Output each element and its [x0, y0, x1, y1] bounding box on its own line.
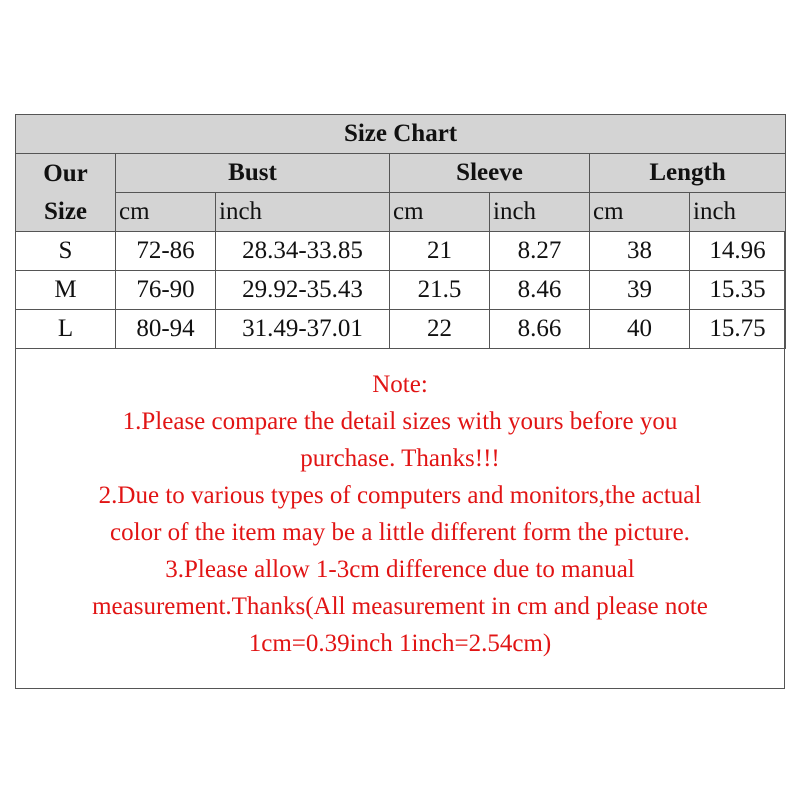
note-block — [16, 366, 784, 662]
length-inch-cell: 15.35 — [690, 271, 786, 310]
length-cm-cell: 39 — [590, 271, 690, 310]
length-inch-header: inch — [690, 193, 786, 232]
note-heading: Note: — [372, 371, 428, 398]
table-row — [16, 271, 786, 310]
sleeve-cm-cell: 21.5 — [390, 271, 490, 310]
bust-cm-header: cm — [116, 193, 216, 232]
bust-group-header: Bust — [116, 154, 390, 193]
bust-inch-cell: 29.92-35.43 — [216, 271, 390, 310]
bust-inch-cell: 31.49-37.01 — [216, 310, 390, 349]
length-cm-cell: 40 — [590, 310, 690, 349]
note-line: 2.Due to various types of computers and monitors,the actual — [98, 482, 702, 509]
size-cell: M — [16, 271, 116, 310]
note-line: purchase. Thanks!!! — [300, 445, 500, 472]
bust-inch-cell: 28.34-33.85 — [216, 232, 390, 271]
table-row — [16, 310, 786, 349]
length-inch-cell: 15.75 — [690, 310, 786, 349]
sleeve-inch-cell: 8.46 — [490, 271, 590, 310]
sleeve-inch-cell: 8.27 — [490, 232, 590, 271]
bust-inch-header: inch — [216, 193, 390, 232]
sleeve-inch-header: inch — [490, 193, 590, 232]
note-line: 1.Please compare the detail sizes with yours before you — [122, 408, 678, 435]
size-column-header — [16, 154, 116, 232]
size-cell: L — [16, 310, 116, 349]
sleeve-inch-cell: 8.66 — [490, 310, 590, 349]
table-row — [16, 232, 786, 271]
length-group-header: Length — [590, 154, 786, 193]
bust-cm-cell: 72-86 — [116, 232, 216, 271]
size-chart-title: Size Chart — [16, 115, 786, 154]
note-line: measurement.Thanks(All measurement in cm and please note — [92, 593, 708, 620]
note-line: 3.Please allow 1-3cm difference due to manual — [165, 556, 635, 583]
length-inch-cell: 14.96 — [690, 232, 786, 271]
sleeve-cm-header: cm — [390, 193, 490, 232]
sleeve-group-header: Sleeve — [390, 154, 590, 193]
bust-cm-cell: 80-94 — [116, 310, 216, 349]
bust-cm-cell: 76-90 — [116, 271, 216, 310]
note-line: 1cm=0.39inch 1inch=2.54cm) — [248, 630, 552, 657]
length-cm-cell: 38 — [590, 232, 690, 271]
size-header-line2: Size — [43, 197, 88, 225]
sleeve-cm-cell: 21 — [390, 232, 490, 271]
size-header-line1: Our — [43, 159, 88, 187]
note-line: color of the item may be a little different form the picture. — [110, 519, 690, 546]
sleeve-cm-cell: 22 — [390, 310, 490, 349]
size-chart-table — [15, 114, 786, 349]
size-cell: S — [16, 232, 116, 271]
length-cm-header: cm — [590, 193, 690, 232]
